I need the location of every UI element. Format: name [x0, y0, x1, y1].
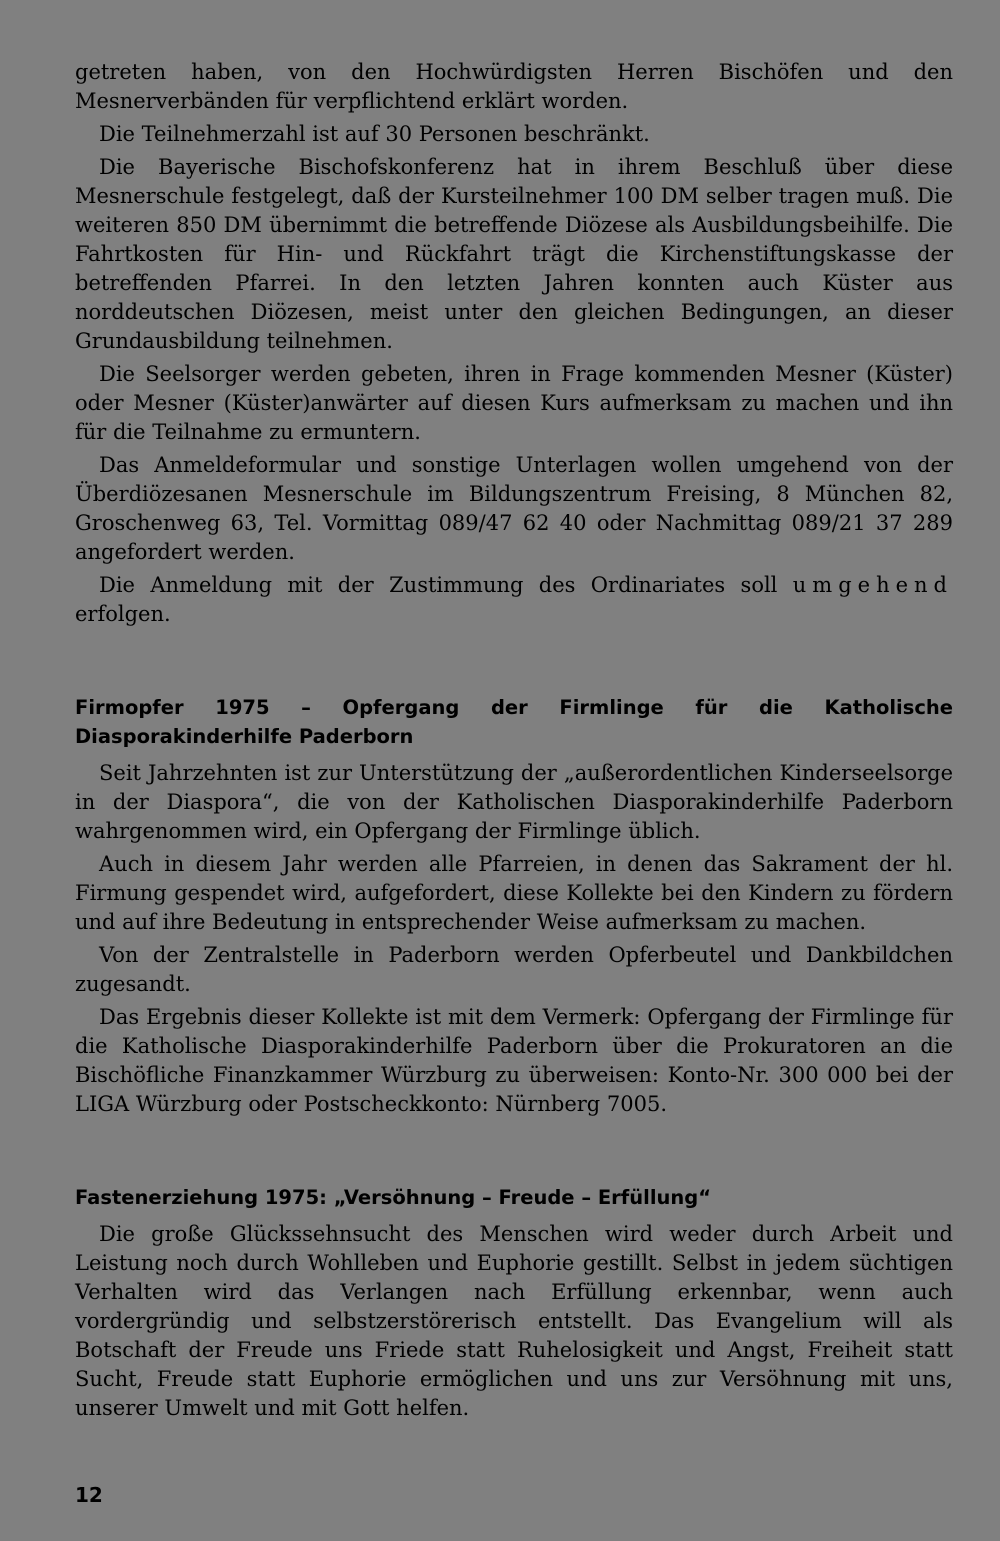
- intro-paragraph-6: [75, 571, 953, 629]
- intro-paragraph-1: getreten haben, von den Hochwürdigsten Herren Bischöfen und den Mesnerverbänden für verpflichtend erklärt worden.: [75, 60, 953, 113]
- intro-paragraph-4: Die Seelsorger werden gebeten, ihren in Frage kommenden Mesner (Küster) oder Mesner (Küster)anwärter auf diesen Kurs aufmerksam zu machen und ihn für die Teilnahme zu ermuntern.: [75, 362, 953, 444]
- firmopfer-section: [75, 693, 953, 1119]
- page-number: 12: [75, 1483, 103, 1507]
- intro-paragraph-6-start: Die Anmeldung mit der Zustimmung des Ordinariates soll: [99, 573, 793, 597]
- firmopfer-paragraph-2: Auch in diesem Jahr werden alle Pfarreien, in denen das Sakrament der hl. Firmung gespendet wird, aufgefordert, diese Kollekte bei den Kindern zu fördern und auf ihre Bedeutung in entsprechender Weise aufmerksam zu machen.: [75, 852, 953, 934]
- intro-section: [75, 58, 953, 629]
- fasten-section: [75, 1183, 953, 1423]
- emphasized-word: umgehend: [792, 573, 953, 597]
- intro-paragraph-6-end: erfolgen.: [75, 602, 171, 626]
- fasten-heading: Fastenerziehung 1975: „Versöhnung – Freude – Erfüllung“: [75, 1186, 712, 1209]
- firmopfer-paragraph-4: Das Ergebnis dieser Kollekte ist mit dem Vermerk: Opfergang der Firmlinge für die Katholische Diasporakinderhilfe Paderborn über die Prokuratoren an die Bischöfliche Finanzkammer Würzburg zu überweisen: Konto-Nr. 300 000 bei der LIGA Würzburg oder Postscheckkonto: Nürnberg 7005.: [75, 1005, 953, 1116]
- firmopfer-paragraph-1: Seit Jahrzehnten ist zur Unterstützung der „außerordentlichen Kinderseelsorge in der Diaspora“, die von der Katholischen Diasporakinderhilfe Paderborn wahrgenommen wird, ein Opfergang der Firmlinge üblich.: [75, 761, 953, 843]
- document-page: [75, 58, 953, 1423]
- intro-paragraph-2: Die Teilnehmerzahl ist auf 30 Personen beschränkt.: [99, 122, 650, 146]
- firmopfer-heading: Firmopfer 1975 – Opfergang der Firmlinge für die Katholische Diasporakinderhilfe Paderborn: [75, 696, 953, 748]
- fasten-paragraph-1: Die große Glückssehnsucht des Menschen wird weder durch Arbeit und Leistung noch durch Wohlleben und Euphorie gestillt. Selbst in jedem süchtigen Verhalten wird das Verlangen nach Erfüllung erkennbar, wenn auch vordergründig und selbstzerstörerisch entstellt. Das Evangelium will als Botschaft der Freude uns Friede statt Ruhelosigkeit und Angst, Freiheit statt Sucht, Freude statt Euphorie ermöglichen und uns zur Versöhnung mit uns, unserer Umwelt und mit Gott helfen.: [75, 1222, 953, 1420]
- intro-paragraph-5: Das Anmeldeformular und sonstige Unterlagen wollen umgehend von der Überdiözesanen Mesnerschule im Bildungszentrum Freising, 8 München 82, Groschenweg 63, Tel. Vormittag 089/47 62 40 oder Nachmittag 089/21 37 289 angefordert werden.: [75, 453, 953, 564]
- firmopfer-paragraph-3: Von der Zentralstelle in Paderborn werden Opferbeutel und Dankbildchen zugesandt.: [75, 943, 953, 996]
- intro-paragraph-3: Die Bayerische Bischofskonferenz hat in ihrem Beschluß über diese Mesnerschule festgelegt, daß der Kursteilnehmer 100 DM selber tragen muß. Die weiteren 850 DM übernimmt die betreffende Diözese als Ausbildungsbeihilfe. Die Fahrtkosten für Hin- und Rückfahrt trägt die Kirchenstiftungskasse der betreffenden Pfarrei. In den letzten Jahren konnten auch Küster aus norddeutschen Diözesen, meist unter den gleichen Bedingungen, an dieser Grundausbildung teilnehmen.: [75, 155, 953, 353]
